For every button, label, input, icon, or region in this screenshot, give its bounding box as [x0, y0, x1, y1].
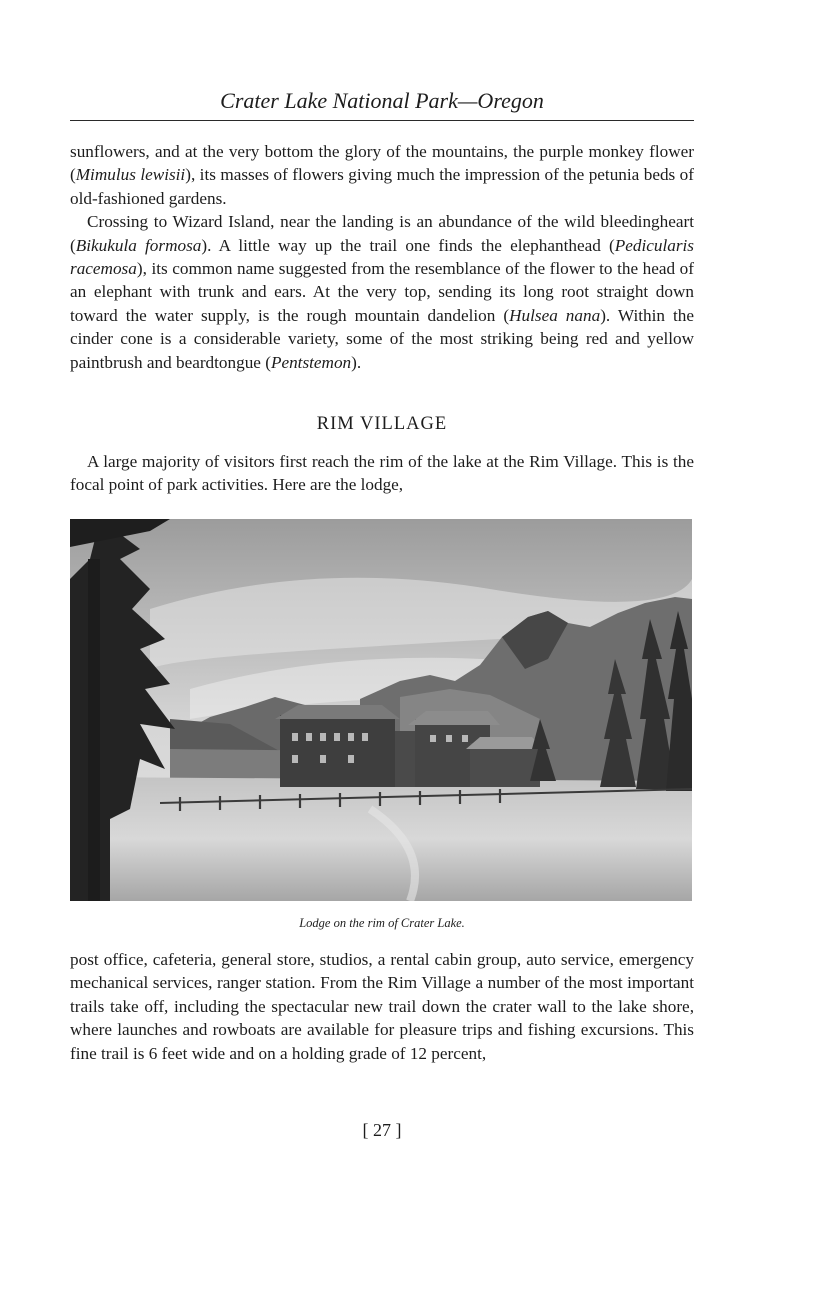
text-run: ). — [351, 352, 362, 372]
text-run: ), its masses of flowers giving much the impression of the petunia beds of old-fashioned gardens. — [70, 165, 694, 208]
paragraph-rim-village-intro — [70, 450, 694, 497]
species-name: Hulsea nana — [509, 305, 601, 325]
paragraph-continued — [70, 140, 694, 210]
photo-caption: Lodge on the rim of Crater Lake. — [299, 916, 465, 930]
section-heading: RIM VILLAGE — [316, 414, 448, 434]
text-run: ). A little way up the trail one finds the elephanthead ( — [201, 235, 615, 255]
paragraph-rim-village-continued — [70, 948, 694, 1065]
running-head: Crater Lake National Park—Oregon — [220, 88, 544, 113]
header-rule — [70, 120, 694, 121]
paragraph-wizard-island — [70, 210, 694, 374]
text-run: Crossing to Wizard Island, near the landing is an abundance of the wild bleedingheart ( — [70, 212, 694, 255]
lodge-photograph — [70, 519, 692, 901]
text-run: post office, cafeteria, general store, studios, a rental cabin group, auto service, emergency mechanical services, ranger station. From the Rim Village a number of the most important trails take off, including the spectacular new trail down the crater wall to the lake shore, where launches and rowboats are available for pleasure trips and fishing excursions. This fine trail is 6 feet wide and on a holding grade of 12 percent, — [70, 950, 694, 1063]
text-run: sunflowers, and at the very bottom the glory of the mountains, the purple monkey flower ( — [70, 142, 694, 185]
species-name: Pedicularis racemosa — [70, 235, 694, 279]
species-name: Mimulus lewisii — [75, 165, 186, 185]
page-number: [ 27 ] — [362, 1120, 402, 1140]
text-block-top — [70, 140, 694, 374]
text-block-bottom — [70, 948, 694, 1065]
species-name: Bikukula formosa — [75, 235, 202, 255]
text-run: A large majority of visitors first reach the rim of the lake at the Rim Village. This is the focal point of park activities. Here are the lodge, — [70, 452, 694, 495]
text-block-middle — [70, 450, 694, 497]
text-run: ). Within the cinder cone is a considerable variety, some of the most striking being red and yellow paintbrush and beardtongue ( — [70, 305, 694, 372]
species-name: Pentstemon — [270, 352, 352, 372]
text-run: ), its common name suggested from the resemblance of the flower to the head of an elephant with trunk and ears. At the very top, sending its long root straight down toward the water supply, is the rough mountain dandelion ( — [70, 259, 694, 325]
